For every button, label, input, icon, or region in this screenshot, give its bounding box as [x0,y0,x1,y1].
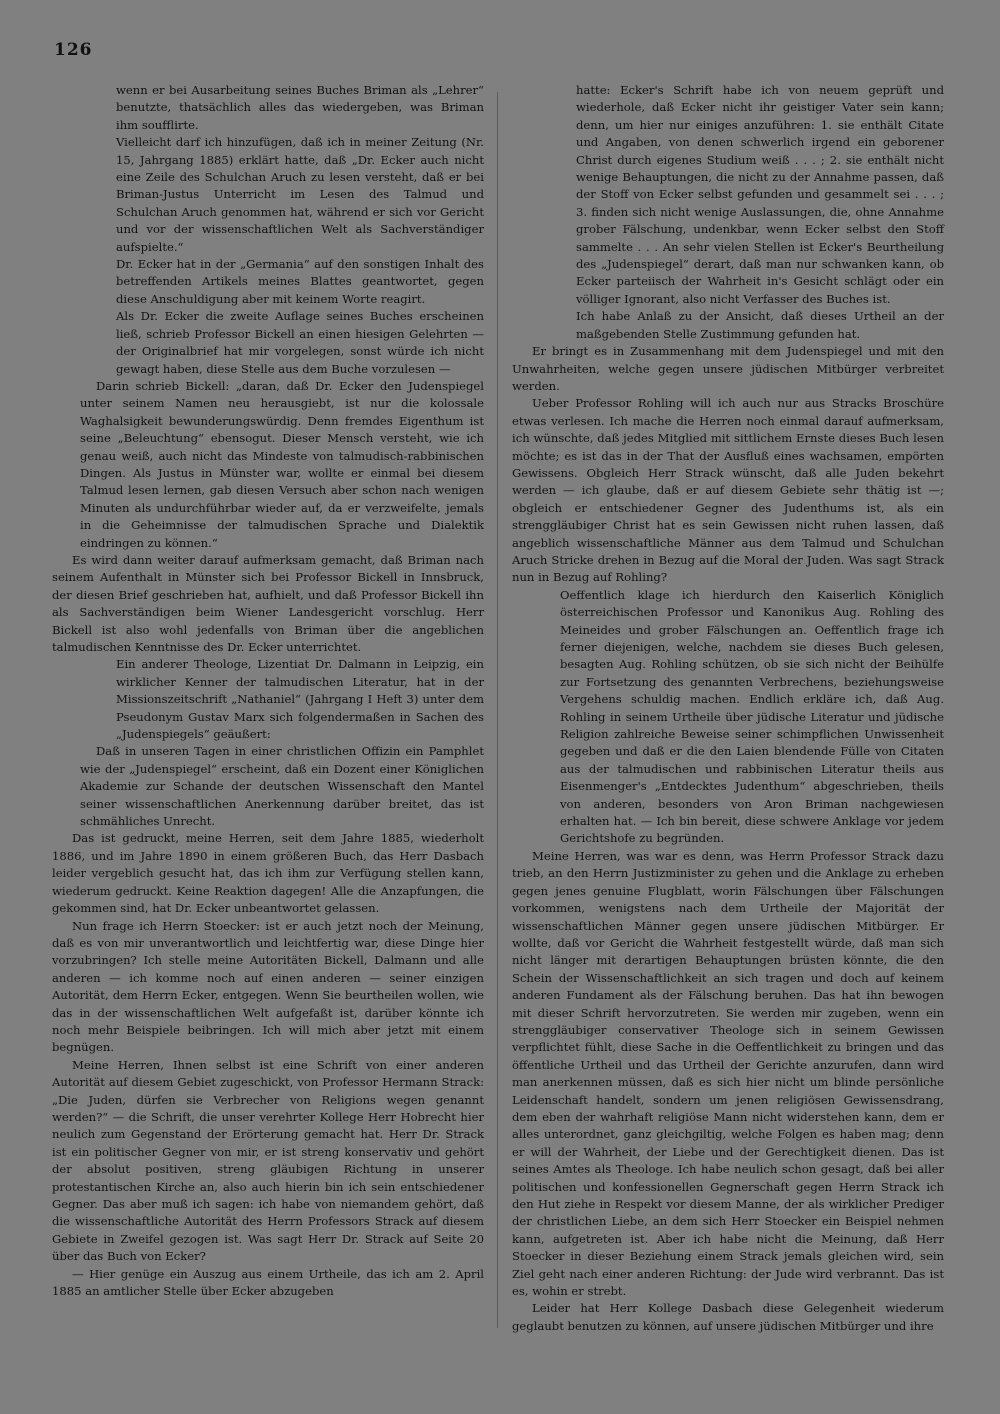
paragraph: Daß in unseren Tagen in einer christlichen Offizin ein Pamphlet wie der „Judenspiegel“ erscheint, daß ein Dozent einer Königlichen Akademie zur Schande der deutschen Wissenschaft den Mantel seiner wissenschaftlichen Anerkennung darüber breitet, das ist schmähliches Unrecht. [80,744,484,829]
right-column [512,82,944,1335]
paragraph: Als Dr. Ecker die zweite Auflage seines Buches erscheinen ließ, schrieb Professor Bickell an einen hiesigen Gelehrten — der Originalbrief hat mir vorgelegen, sonst würde ich nicht gewagt haben, diese Stelle aus dem Buche vorzulesen — [116,309,484,376]
page-number: 126 [54,40,93,60]
paragraph: Er bringt es in Zusammenhang mit dem Judenspiegel und mit den Unwahrheiten, welche gegen unsere jüdischen Mitbürger verbreitet werden. [512,344,944,393]
paragraph: wenn er bei Ausarbeitung seines Buches Briman als „Lehrer“ benutzte, thatsächlich alles das wiedergeben, was Briman ihm soufflirte. [116,83,484,132]
paragraph: Leider hat Herr Kollege Dasbach diese Gelegenheit wiederum geglaubt benutzen zu können, auf unsere jüdischen Mitbürger und ihre [512,1301,944,1333]
paragraph: Ein anderer Theologe, Lizentiat Dr. Dalmann in Leipzig, ein wirklicher Kenner der talmudischen Literatur, hat in der Missionszeitschrift „Nathaniel“ (Jahrgang I Heft 3) unter dem Pseudonym Gustav Marx sich folgendermaßen in Sachen des „Judenspiegels“ geäußert: [116,657,484,742]
paragraph: Das ist gedruckt, meine Herren, seit dem Jahre 1885, wiederholt 1886, und im Jahre 1890 in einem größeren Buch, das Herr Dasbach leider vergeblich gesucht hat, das ich ihm zur Verfügung stellen kann, wiederum gedruckt. Keine Reaktion dagegen! Alle die Anzapfungen, die gekommen sind, hat Dr. Ecker unbeantwortet gelassen. [52,831,484,916]
paragraph: — Hier genüge ein Auszug aus einem Urtheile, das ich am 2. April 1885 an amtlicher Stelle über Ecker abzugeben [52,1266,484,1299]
paragraph: Ich habe Anlaß zu der Ansicht, daß dieses Urtheil an der maßgebenden Stelle Zustimmung gefunden hat. [576,309,944,341]
paragraph: Es wird dann weiter darauf aufmerksam gemacht, daß Briman nach seinem Aufenthalt in Münster sich bei Professor Bickell in Innsbruck, der diesen Brief geschrieben hat, aufhielt, und daß Professor Bickell ihn als Sachverständigen beim Wiener Landesgericht vorschlug. Herr Bickell ist also wohl jedenfalls von Briman über die angeblichen talmudischen Kenntnisse des Dr. Ecker unterrichtet. [52,552,484,654]
paragraph: Dr. Ecker hat in der „Germania“ auf den sonstigen Inhalt des betreffenden Artikels meines Blattes geantwortet, gegen diese Anschuldigung aber mit keinem Worte reagirt. [116,257,484,306]
paragraph: Ueber Professor Rohling will ich auch nur aus Stracks Broschüre etwas verlesen. Ich mache die Herren noch einmal darauf aufmerksam, ich wünschte, daß jedes Mitglied mit sittlichem Ernste dieses Buch lesen möchte; es ist das in der That der Ausfluß eines wachsamen, empörten Gewissens. Obgleich Herr Strack wünscht, daß alle Juden bekehrt werden — ich glaube, daß er auf diesem Gebiete sehr thätig ist —; obgleich er entschiedener Gegner des Judenthums ist, als ein strenggläubiger Christ hat es sein Gewissen nicht ruhen lassen, daß angeblich wissenschaftliche Männer aus dem Talmud und Schulchan Aruch Stricke drehen in Bezug auf die Moral der Juden. Was sagt Strack nun in Bezug auf Rohling? [512,396,944,585]
paragraph: Nun frage ich Herrn Stoecker: ist er auch jetzt noch der Meinung, daß es von mir unverantwortlich und leichtfertig war, diese Dinge hier vorzubringen? Ich stelle meine Autoritäten Bickell, Dalmann und alle anderen — ich komme noch auf einen anderen — seiner einzigen Autorität, dem Herrn Ecker, entgegen. Wenn Sie beurtheilen wollen, wie das in der wissenschaftlichen Welt aufgefaßt ist, darüber könnte ich noch mehr Beispiele beibringen. Ich will mich aber jetzt mit einem begnügen. [52,918,484,1055]
paragraph: Oeffentlich klage ich hierdurch den Kaiserlich Königlich österreichischen Professor und Kanonikus Aug. Rohling des Meineides und grober Fälschungen an. Oeffentlich frage ich ferner diejenigen, welche, nachdem sie dieses Buch gelesen, besagten Aug. Rohling schützen, ob sie sich nicht der Beihülfe zur Fortsetzung des genannten Verbrechens, beziehungsweise Vergehens schuldig machen. Endlich erkläre ich, daß Aug. Rohling in seinem Urtheile über jüdische Literatur und jüdische Religion zahlreiche Beweise seiner schimpflichen Unwissenheit gegeben und daß er die den Laien blendende Fülle von Citaten aus der talmudischen und rabbinischen Literatur theils aus Eisenmenger's „Entdecktes Judenthum“ abgeschrieben, theils von anderen, besonders von Aron Briman nachgewiesen erhalten hat. — Ich bin bereit, diese schwere Anklage vor jedem Gerichtshofe zu begründen. [560,587,944,846]
paragraph: Vielleicht darf ich hinzufügen, daß ich in meiner Zeitung (Nr. 15, Jahrgang 1885) erklärt hatte, daß „Dr. Ecker auch nicht eine Zeile des Schulchan Aruch zu lesen versteht, daß er bei Briman-Justus Unterricht im Lesen des Talmud und Schulchan Aruch genommen hat, während er sich vor Gericht und vor der wissenschaftlichen Welt als Sachverständiger aufspielte.“ [116,135,484,254]
column-divider [497,92,498,1328]
paragraph: hatte: Ecker's Schrift habe ich von neuem geprüft und wiederhole, daß Ecker nicht ihr geistiger Vater sein kann; denn, um hier nur einiges anzuführen: 1. sie enthält Citate und Angaben, von denen schwerlich irgend ein geborener Christ durch eigenes Studium weiß . . . ; 2. sie enthält nicht wenige Behauptungen, die nicht zu der Annahme passen, daß der Stoff von Ecker selbst gefunden und gesammelt sei . . . ; 3. finden sich nicht wenige Auslassungen, die, ohne Annahme grober Fälschung, undenkbar, wenn Ecker selbst den Stoff sammelte . . . An sehr vielen Stellen ist Ecker's Beurtheilung des „Judenspiegel“ derart, daß man nur schwanken kann, ob Ecker parteiisch der Wahrheit in's Gesicht schlägt oder ein völliger Ignorant, also nicht Verfasser des Buches ist. [576,83,944,306]
paragraph: Meine Herren, was war es denn, was Herrn Professor Strack dazu trieb, an den Herrn Justizminister zu gehen und die Anklage zu erheben gegen jenes genuine Flugblatt, worin Fälschungen über Fälschungen vorkommen, wenigstens nach dem Urtheile der Majorität der wissenschaftlichen Männer gegen unsere jüdischen Mitbürger. Er wollte, daß vor Gericht die Wahrheit festgestellt würde, daß man sich nicht länger mit derartigen Behauptungen brüsten könnte, die den Schein der Wissenschaftlichkeit an sich tragen und doch auf keinem anderen Fundament als der Fälschung beruhen. Das hat ihn bewogen mit dieser Schrift hervorzutreten. Sie werden mir zugeben, wenn ein strenggläubiger conservativer Theologe sich in seinem Gewissen verpflichtet fühlt, diese Sache in die Oeffentlichkeit zu bringen und das öffentliche Urtheil und das Urtheil der Gerichte anzurufen, dann wird man anerkennen müssen, daß es sich hier nicht um blinde persönliche Leidenschaft handelt, sondern um jenen religiösen Gewissensdrang, dem eben der wahrhaft religiöse Mann nicht widerstehen kann, dem er alles unterordnet, ganz gleichgiltig, welche Folgen es haben mag; denn er will der Wahrheit, der Liebe und der Gerechtigkeit dienen. Das ist seines Amtes als Theologe. Ich habe neulich schon gesagt, daß bei aller politischen und konfessionellen Gegnerschaft gegen Herrn Strack ich den Hut ziehe in Respekt vor diesem Manne, der als wirklicher Prediger der christlichen Liebe, an dem sich Herr Stoecker ein Beispiel nehmen kann, aufgetreten ist. Aber ich habe nicht die Meinung, daß Herr Stoecker in dieser Beziehung einem Strack jemals gleichen wird, sein Ziel geht nach einer anderen Richtung: der Jude wird verbrannt. Das ist es, wohin er strebt. [512,848,944,1299]
paragraph: Meine Herren, Ihnen selbst ist eine Schrift von einer anderen Autorität auf diesem Gebiet zugeschickt, von Professor Hermann Strack: „Die Juden, dürfen sie Verbrecher von Religions wegen genannt werden?“ — die Schrift, die unser verehrter Kollege Herr Hobrecht hier neulich zum Gegenstand der Erörterung gemacht hat. Herr Dr. Strack ist ein politischer Gegner von mir, er ist streng konservativ und gehört der absolut positiven, streng gläubigen Richtung in unserer protestantischen Kirche an, also auch hierin bin ich sein entschiedener Gegner. Das aber muß ich sagen: ich habe von niemandem gehört, daß die wissenschaftliche Autorität des Herrn Professors Strack auf diesem Gebiete in Zweifel gezogen ist. Was sagt Herr Dr. Strack auf Seite 20 über das Buch von Ecker? [52,1057,484,1264]
left-column [52,82,484,1300]
paragraph: Darin schrieb Bickell: „daran, daß Dr. Ecker den Judenspiegel unter seinem Namen neu herausgiebt, ist nur die kolossale Waghalsigkeit bewunderungswürdig. Denn fremdes Eigenthum ist seine „Beleuchtung“ ebensogut. Dieser Mensch versteht, wie ich genau weiß, auch nicht das Mindeste von talmudisch-rabbinischen Dingen. Als Justus in Münster war, wollte er einmal bei diesem Talmud lesen lernen, gab diesen Versuch aber schon nach wenigen Minuten als undurchführbar wieder auf, da er verzweifelte, jemals in die Geheimnisse der talmudischen Sprache und Dialektik eindringen zu können.“ [80,378,484,550]
